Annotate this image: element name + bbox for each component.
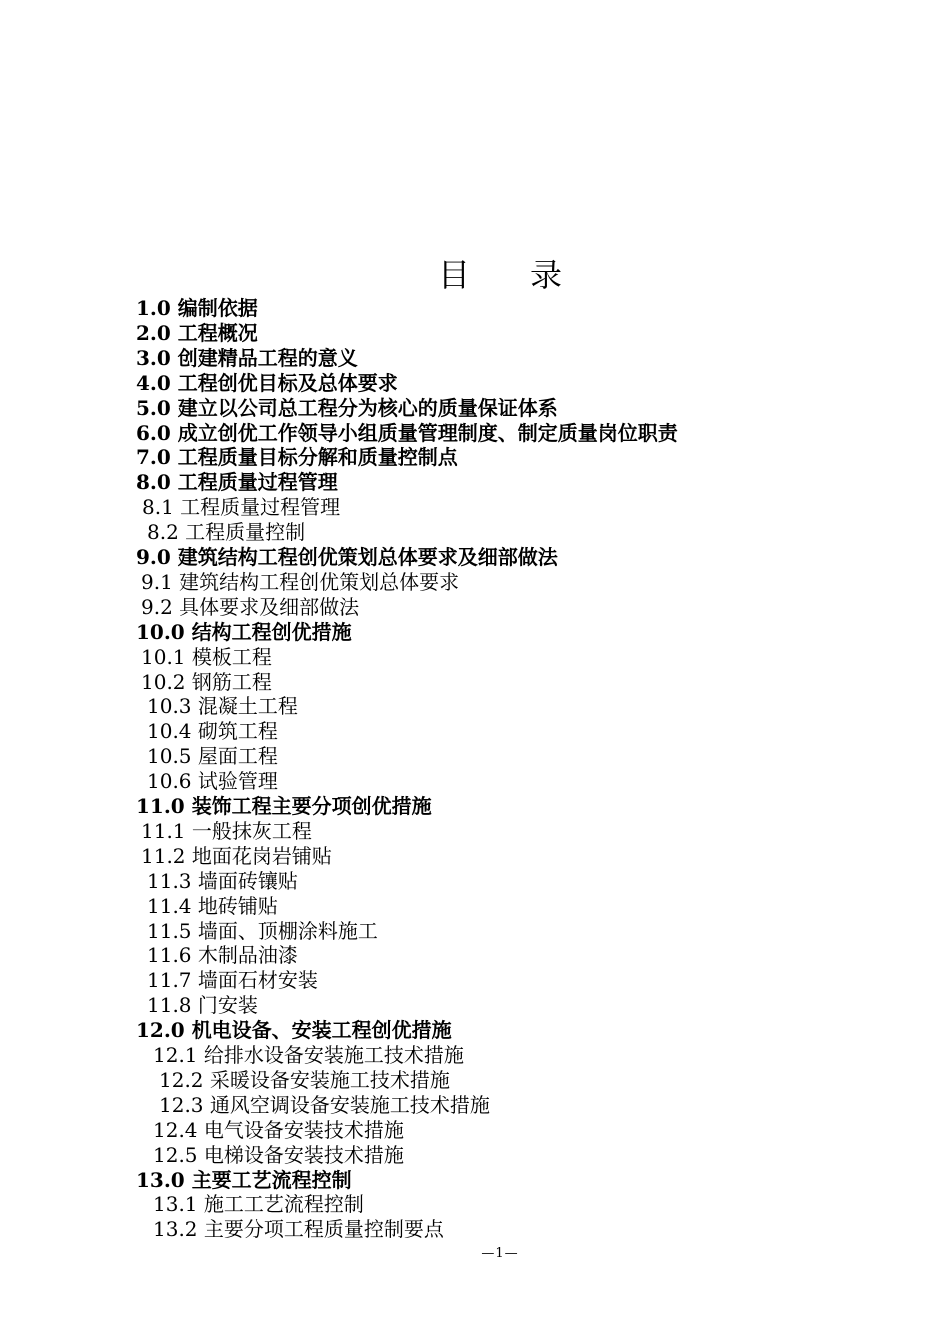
toc-text: 成立创优工作领导小组质量管理制度、制定质量岗位职责: [177, 420, 678, 445]
toc-text: 工程质量目标分解和质量控制点: [177, 445, 458, 470]
toc-section[interactable]: [136, 620, 352, 645]
toc-number: 7.0: [136, 445, 171, 470]
toc-section[interactable]: [136, 296, 258, 321]
toc-subsection[interactable]: [147, 694, 298, 719]
toc-subsection[interactable]: [147, 520, 305, 545]
toc-text: 墙面、顶棚涂料施工: [197, 918, 378, 943]
toc-text: 机电设备、安装工程创优措施: [191, 1018, 452, 1043]
toc-number: 11.6: [147, 943, 192, 968]
toc-number: 8.2: [147, 520, 179, 545]
toc-text: 创建精品工程的意义: [177, 345, 358, 370]
toc-text: 钢筋工程: [191, 669, 272, 694]
toc-section[interactable]: [136, 396, 558, 421]
toc-number: 11.1: [141, 818, 186, 843]
toc-subsection[interactable]: [141, 844, 332, 869]
toc-subsection[interactable]: [147, 769, 278, 794]
toc-text: 编制依据: [177, 296, 258, 320]
toc-number: 11.2: [141, 843, 186, 868]
toc-subsection[interactable]: [147, 744, 278, 769]
toc-section[interactable]: [136, 346, 358, 371]
toc-text: 试验管理: [197, 769, 278, 794]
toc-number: 12.3: [159, 1092, 204, 1117]
toc-text: 墙面砖镶贴: [197, 868, 298, 893]
toc-section[interactable]: [136, 371, 398, 396]
toc-number: 12.0: [136, 1018, 185, 1043]
toc-number: 10.1: [141, 644, 186, 669]
toc-number: 9.2: [141, 594, 173, 619]
toc-number: 11.8: [147, 993, 192, 1018]
toc-text: 电梯设备安装技术措施: [203, 1142, 404, 1167]
toc-number: 10.2: [141, 669, 186, 694]
toc-text: 具体要求及细部做法: [179, 594, 360, 619]
toc-text: 建筑结构工程创优策划总体要求: [179, 569, 460, 594]
toc-number: 12.2: [159, 1067, 204, 1092]
toc-text: 混凝土工程: [197, 694, 298, 719]
toc-text: 工程概况: [177, 320, 258, 345]
toc-text: 工程质量控制: [185, 520, 306, 545]
toc-text: 建筑结构工程创优策划总体要求及细部做法: [177, 545, 558, 569]
toc-section[interactable]: [136, 445, 458, 470]
toc-number: 10.3: [147, 694, 192, 719]
toc-text: 给排水设备安装施工技术措施: [203, 1043, 464, 1067]
toc-number: 11.4: [147, 893, 192, 918]
toc-subsection[interactable]: [153, 1192, 364, 1217]
toc-number: 4.0: [136, 370, 171, 395]
toc-section[interactable]: [136, 794, 432, 819]
toc-number: 8.0: [136, 470, 171, 495]
toc-number: 10.4: [147, 719, 192, 744]
toc-text: 墙面石材安装: [197, 968, 318, 993]
toc-text: 建立以公司总工程分为核心的质量保证体系: [177, 395, 558, 420]
toc-section[interactable]: [136, 545, 558, 570]
toc-subsection[interactable]: [147, 919, 378, 944]
toc-number: 13.0: [136, 1167, 185, 1192]
toc-text: 施工工艺流程控制: [203, 1192, 364, 1217]
toc-number: 3.0: [136, 345, 171, 370]
title-char-2: 录: [530, 256, 563, 294]
toc-number: 5.0: [136, 395, 171, 420]
toc-number: 9.1: [141, 569, 173, 594]
toc-subsection[interactable]: [153, 1118, 404, 1143]
toc-subsection[interactable]: [153, 1043, 464, 1068]
toc-section[interactable]: [136, 421, 678, 446]
toc-subsection[interactable]: [159, 1093, 490, 1118]
toc-text: 通风空调设备安装施工技术措施: [209, 1092, 490, 1117]
toc-subsection[interactable]: [153, 1143, 404, 1168]
toc-text: 一般抹灰工程: [191, 818, 312, 843]
toc-subsection[interactable]: [141, 819, 312, 844]
toc-number: 10.6: [147, 769, 192, 794]
toc-text: 砌筑工程: [197, 719, 278, 744]
toc-number: 10.0: [136, 619, 185, 644]
toc-number: 11.5: [147, 918, 192, 943]
page-title: [0, 250, 950, 296]
toc-text: 木制品油漆: [197, 943, 298, 968]
toc-text: 工程质量过程管理: [180, 495, 341, 520]
toc-text: 地面花岗岩铺贴: [191, 843, 332, 868]
toc-text: 装饰工程主要分项创优措施: [191, 794, 432, 818]
toc-subsection[interactable]: [147, 869, 298, 894]
toc-subsection[interactable]: [147, 968, 318, 993]
toc-number: 2.0: [136, 320, 171, 345]
toc-number: 12.5: [153, 1142, 198, 1167]
toc-subsection[interactable]: [147, 943, 298, 968]
toc-text: 主要分项工程质量控制要点: [203, 1217, 444, 1242]
toc-subsection[interactable]: [141, 670, 272, 695]
title-char-1: 目: [437, 256, 470, 294]
toc-number: 12.1: [153, 1043, 198, 1067]
toc-subsection[interactable]: [141, 645, 272, 670]
toc-number: 11.7: [147, 968, 192, 993]
toc-number: 9.0: [136, 545, 171, 569]
toc-number: 11.0: [136, 794, 185, 818]
toc-number: 12.4: [153, 1117, 198, 1142]
toc-subsection[interactable]: [142, 495, 340, 520]
toc-text: 门安装: [197, 993, 258, 1018]
toc-text: 地砖铺贴: [197, 893, 278, 918]
toc-section[interactable]: [136, 321, 258, 346]
toc-section[interactable]: [136, 1168, 352, 1193]
toc-number: 13.2: [153, 1217, 198, 1242]
toc-number: 6.0: [136, 420, 171, 445]
toc-text: 采暖设备安装施工技术措施: [209, 1067, 450, 1092]
toc-section[interactable]: [136, 1018, 452, 1043]
toc-subsection[interactable]: [147, 894, 278, 919]
toc-number: 11.3: [147, 868, 192, 893]
toc-text: 电气设备安装技术措施: [203, 1117, 404, 1142]
toc-text: 主要工艺流程控制: [191, 1167, 352, 1192]
toc-subsection[interactable]: [141, 570, 459, 595]
toc-text: 模板工程: [191, 644, 272, 669]
toc-number: 1.0: [136, 296, 171, 320]
toc-text: 工程创优目标及总体要求: [177, 370, 398, 395]
toc-section[interactable]: [136, 470, 338, 495]
toc-subsection[interactable]: [147, 719, 278, 744]
toc-text: 屋面工程: [197, 744, 278, 769]
toc-number: 10.5: [147, 744, 192, 769]
toc-number: 8.1: [142, 495, 174, 520]
page-number: —1—: [481, 1246, 519, 1261]
toc-number: 13.1: [153, 1192, 198, 1217]
toc-subsection[interactable]: [159, 1068, 450, 1093]
toc-text: 工程质量过程管理: [177, 470, 338, 495]
toc-subsection[interactable]: [153, 1217, 444, 1242]
toc-subsection[interactable]: [141, 595, 359, 620]
toc-text: 结构工程创优措施: [191, 619, 352, 644]
toc-subsection[interactable]: [147, 993, 258, 1018]
